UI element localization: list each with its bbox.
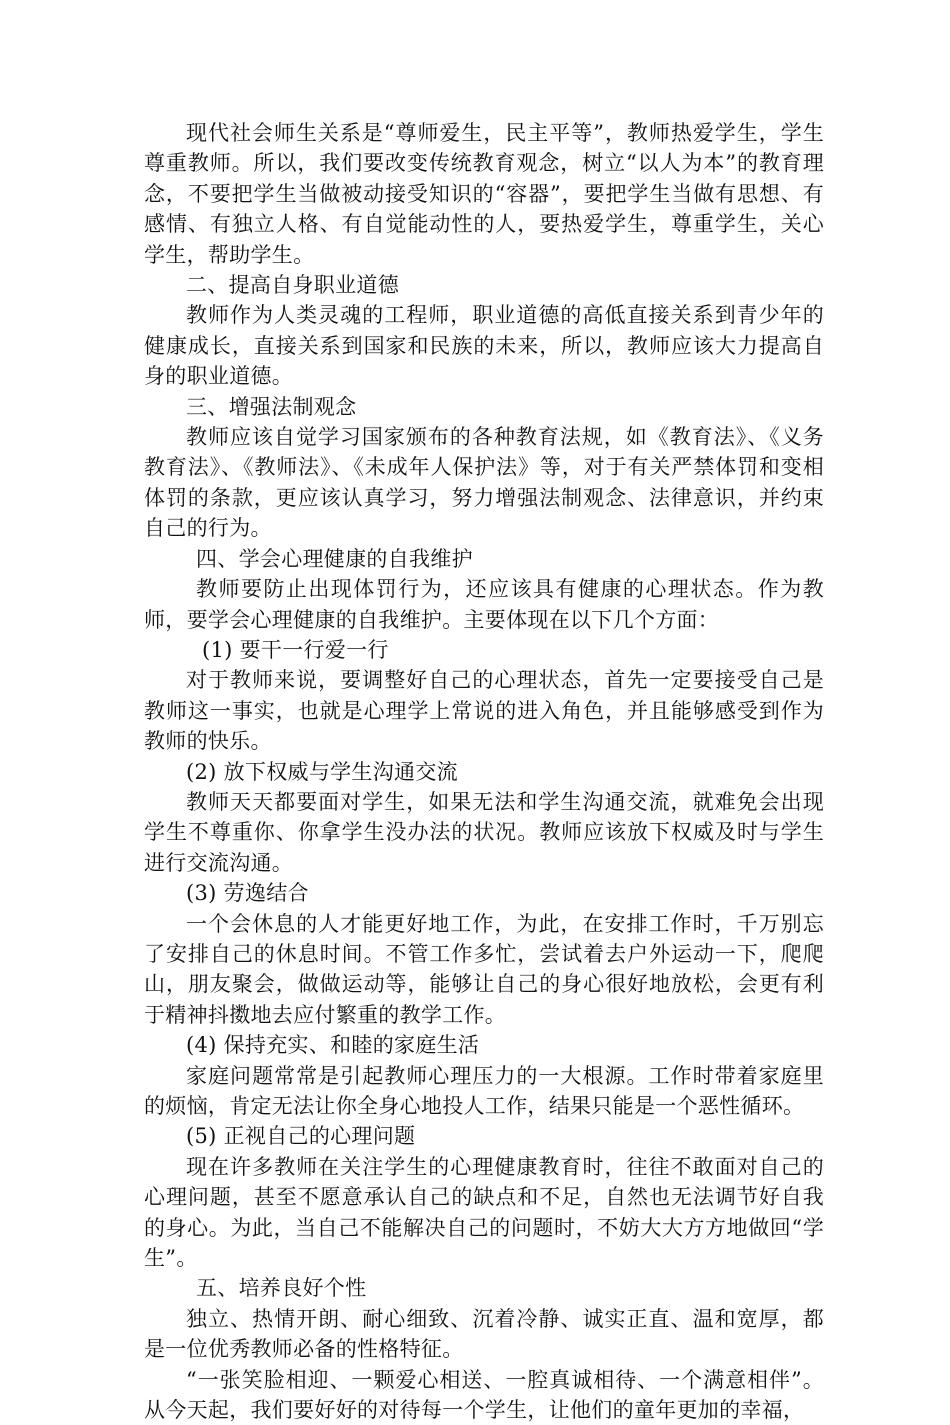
paragraph-professional-ethics: 教师作为人类灵魂的工程师，职业道德的高低直接关系到青少年的健康成长，直接关系到国家和民族的未来，所以，教师应该大力提高自身的职业道德。 — [144, 303, 824, 389]
heading-professional-ethics: 二、提高自身职业道德 — [186, 273, 399, 298]
paragraph-item-2: 教师天天都要面对学生，如果无法和学生沟通交流，就难免会出现学生不尊重你、你拿学生没办法的状况。教师应该放下权威及时与学生进行交流沟通。 — [144, 789, 824, 875]
heading-personality: 五、培养良好个性 — [196, 1276, 367, 1301]
paragraph-closing: “一张笑脸相迎、一颗爱心相送、一腔真诚相待、一个满意相伴”。从今天起，我们要好好的对待每一个学生，让他们的童年更加的幸福， — [144, 1367, 824, 1423]
document-body — [144, 118, 824, 1425]
paragraph-item-1: 对于教师来说，要调整好自己的心理状态，首先一定要接受自己是教师这一事实，也就是心理学上常说的进入角色，并且能够感受到作为教师的快乐。 — [144, 668, 824, 754]
paragraph-mental-health: 教师要防止出现体罚行为，还应该具有健康的心理状态。作为教师，要学会心理健康的自我维护。主要体现在以下几个方面： — [144, 577, 824, 632]
paragraph-legal-awareness: 教师应该自觉学习国家颁布的各种教育法规，如《教育法》、《义务教育法》、《教师法》、《未成年人保护法》等，对于有关严禁体罚和变相体罚的条款，更应该认真学习，努力增强法制观念、法律意识，并约束自己的行为。 — [144, 425, 824, 541]
paragraph-item-5: 现在许多教师在关注学生的心理健康教育时，往往不敢面对自己的心理问题，甚至不愿意承认自己的缺点和不足，自然也无法调节好自我的身心。为此，当自己不能解决自己的问题时，不妨大大方方地做回“学生”。 — [144, 1154, 824, 1271]
paragraph-item-3: 一个会休息的人才能更好地工作，为此，在安排工作时，千万别忘了安排自己的休息时间。不管工作多忙，尝试着去户外运动一下，爬爬山，朋友聚会，做做运动等，能够让自己的身心很好地放松，会更有利于精神抖擞地去应付繁重的教学工作。 — [144, 911, 824, 1027]
heading-item-2: (2) 放下权威与学生沟通交流 — [186, 759, 458, 784]
heading-item-4: (4) 保持充实、和睦的家庭生活 — [186, 1033, 480, 1058]
paragraph-item-4: 家庭问题常常是引起教师心理压力的一大根源。工作时带着家庭里的烦恼，肯定无法让你全身心地投人工作，结果只能是一个恶性循环。 — [144, 1063, 824, 1118]
heading-mental-health: 四、学会心理健康的自我维护 — [196, 546, 473, 571]
paragraph-personality: 独立、热情开朗、耐心细致、沉着冷静、诚实正直、温和宽厚，都是一位优秀教师必备的性格特征。 — [144, 1306, 824, 1362]
heading-legal-awareness: 三、增强法制观念 — [186, 394, 357, 419]
heading-item-3: (3) 劳逸结合 — [186, 881, 309, 906]
paragraph-teacher-student-relation: 现代社会师生关系是“尊师爱生，民主平等”，教师热爱学生，学生尊重教师。所以，我们要改变传统教育观念，树立“以人为本”的教育理念，不要把学生当做被动接受知识的“容器”，要把学生当做有思想、有感情、有独立人格、有自觉能动性的人，要热爱学生，尊重学生，关心学生，帮助学生。 — [144, 121, 824, 267]
heading-item-5: (5) 正视自己的心理问题 — [186, 1124, 416, 1149]
heading-item-1: (1) 要干一行爱一行 — [202, 637, 389, 662]
